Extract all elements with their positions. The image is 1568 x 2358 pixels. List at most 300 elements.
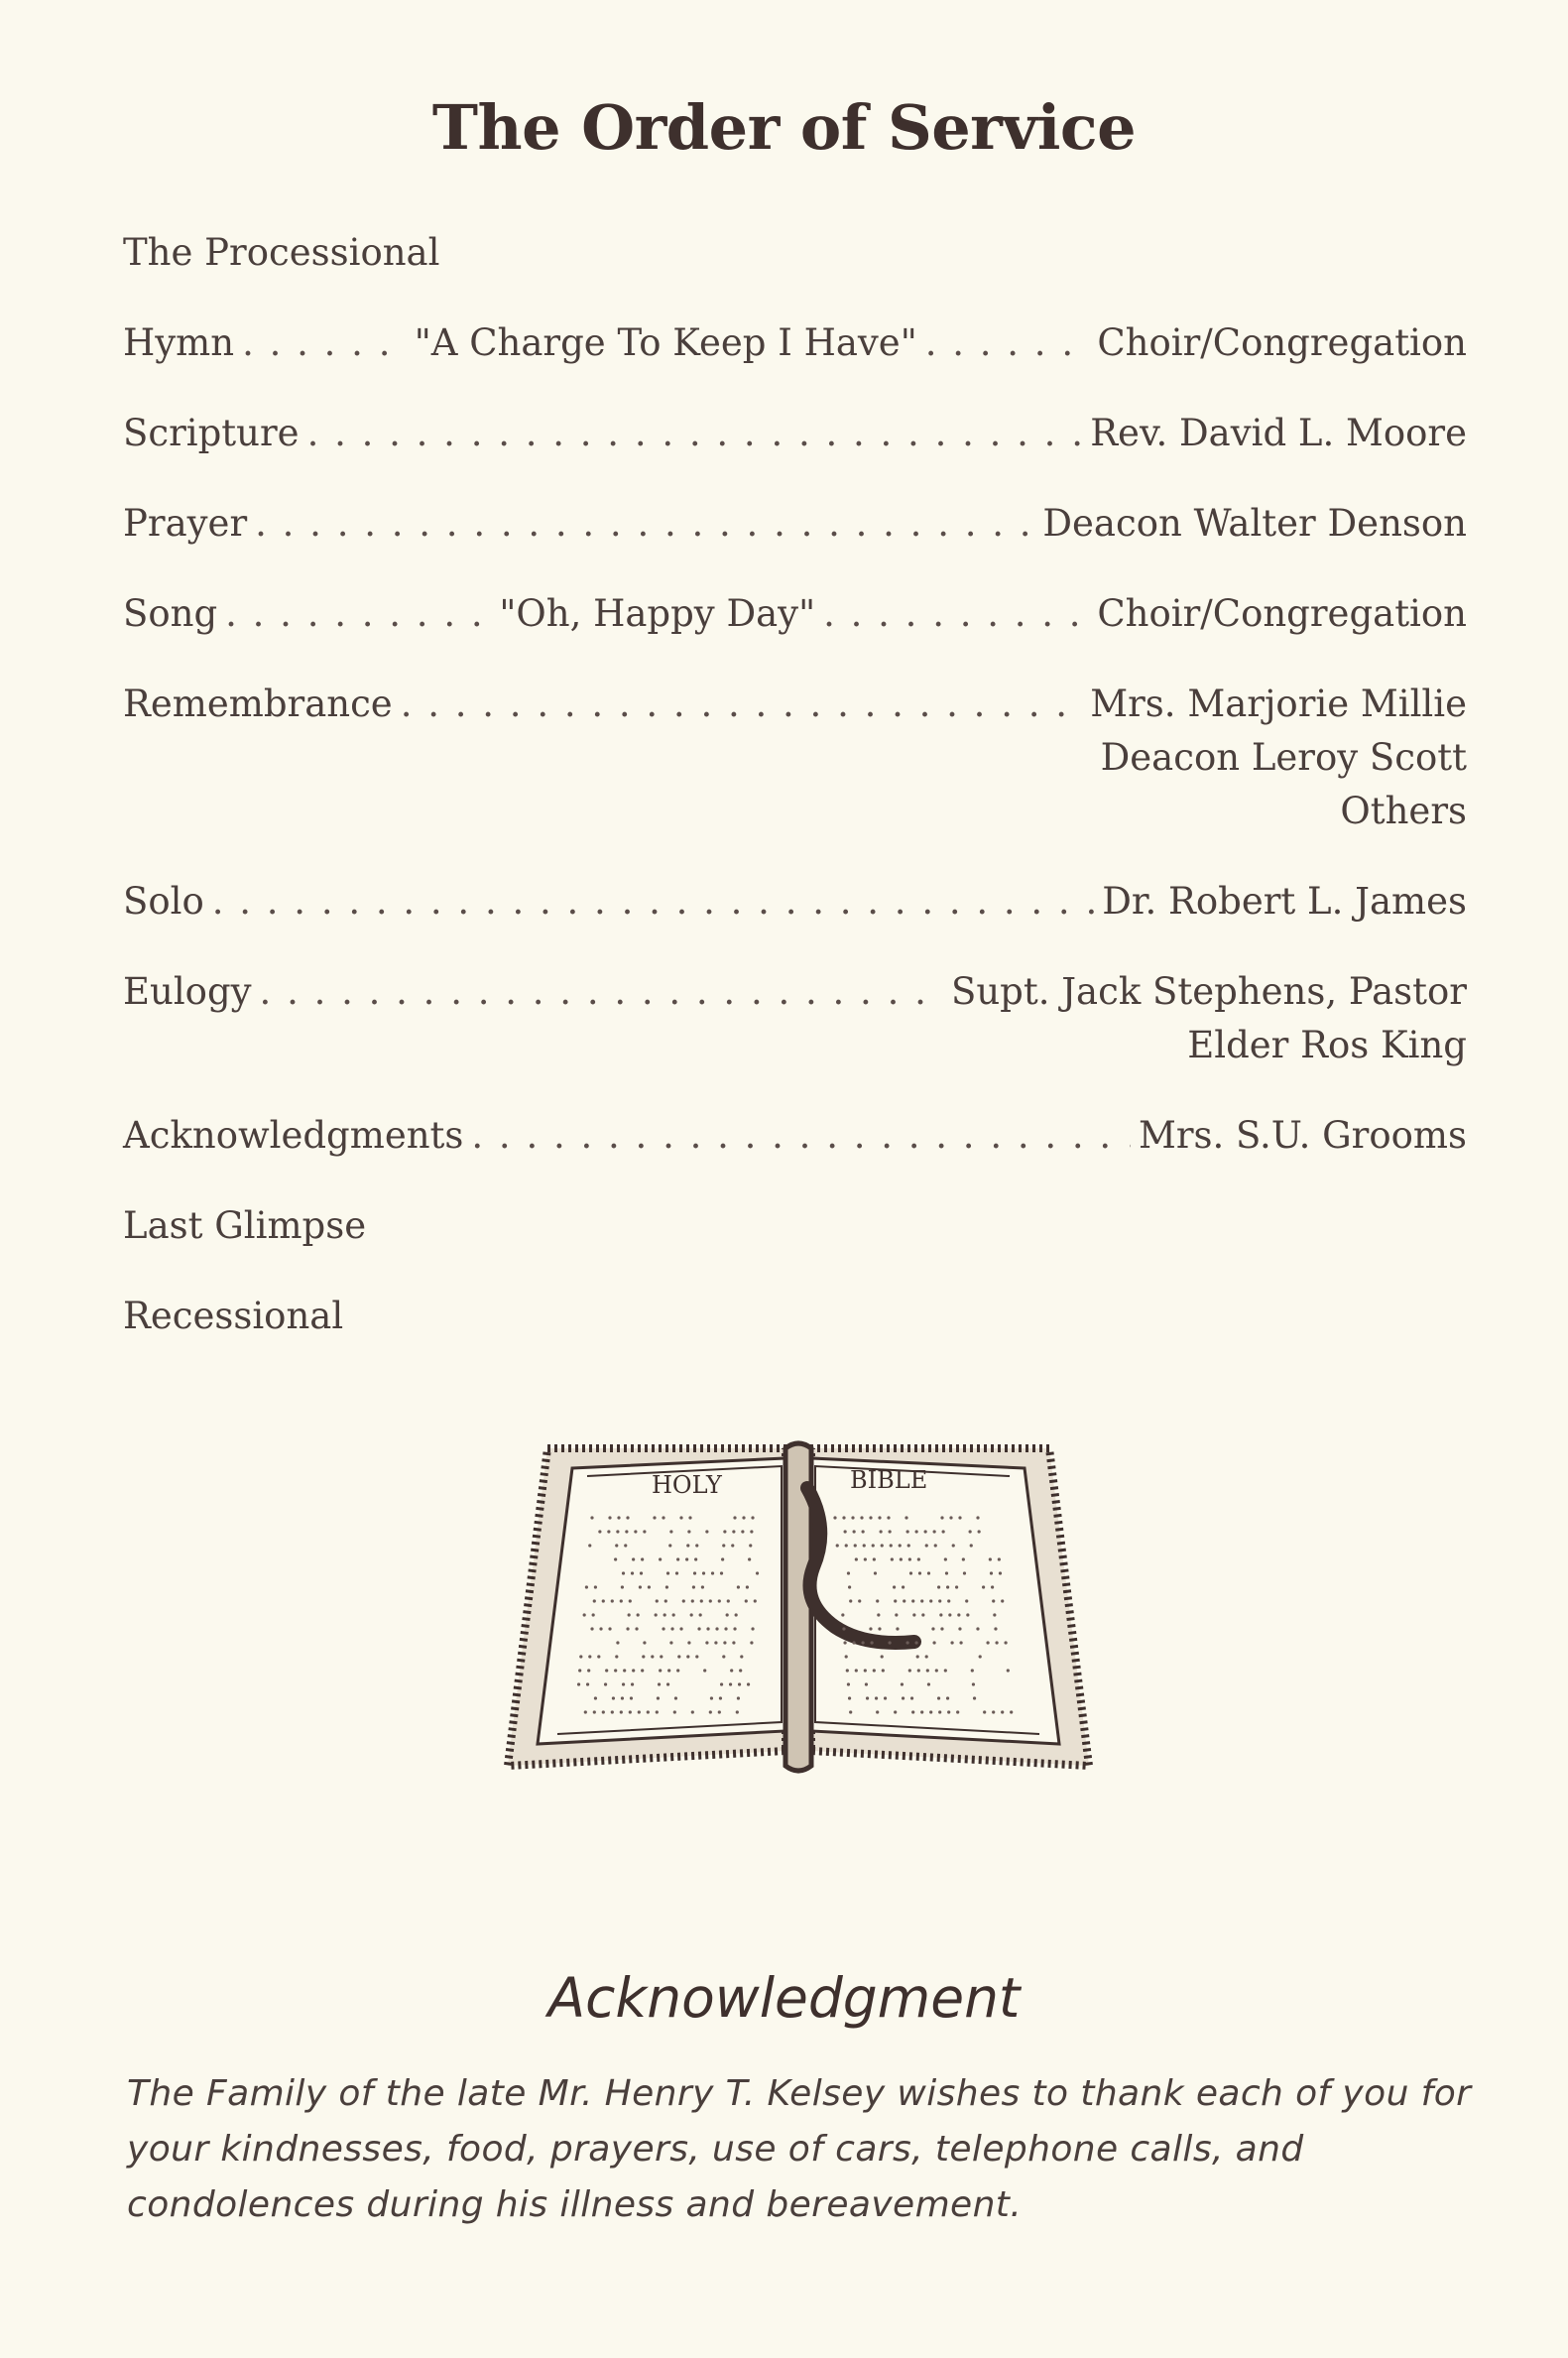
page-text-dot [682, 1599, 685, 1602]
page-text-dot [949, 1516, 952, 1519]
page-text-dot [841, 1613, 844, 1616]
page-text-dot [602, 1599, 605, 1602]
page-text-dot [756, 1571, 759, 1574]
page-text-dot [946, 1696, 949, 1699]
program-entry [123, 316, 1467, 370]
page-text-dot [617, 1516, 620, 1519]
page-text-dot [853, 1530, 856, 1533]
page-text-dot [855, 1557, 858, 1560]
page-text-dot [741, 1530, 744, 1533]
program-item-label: Last Glimpse [123, 1204, 367, 1247]
page-text-dot [685, 1557, 688, 1560]
page-text-dot [620, 1710, 623, 1713]
page-text-dot [733, 1516, 736, 1519]
page-text-dot [902, 1585, 905, 1588]
page-text-dot [890, 1544, 893, 1547]
page-text-dot [870, 1641, 873, 1644]
page-text-dot [894, 1710, 897, 1713]
page-text-dot [697, 1627, 700, 1630]
program-item-performer-extra: Deacon Leroy Scott [1100, 736, 1467, 779]
page-text-dot [662, 1627, 664, 1630]
page-text-dot [718, 1710, 721, 1713]
page-text-dot [895, 1613, 898, 1616]
program-item-performer: Dr. Robert L. James [1102, 880, 1467, 923]
page-text-dot [700, 1599, 703, 1602]
page-text-dot [703, 1669, 706, 1672]
page-text-dot [972, 1682, 975, 1685]
page-text-dot [992, 1599, 995, 1602]
program-row [123, 678, 1467, 731]
page-text-dot [626, 1627, 629, 1630]
page-text-dot [887, 1516, 890, 1519]
page-text-dot [629, 1710, 632, 1713]
page-text-dot [611, 1710, 614, 1713]
program-row [123, 407, 1467, 460]
page-text-dot [634, 1530, 637, 1533]
program-row [123, 875, 1467, 929]
page-text-dot [721, 1557, 724, 1560]
page-text-dot [630, 1696, 633, 1699]
program-item-label: Song [123, 592, 218, 635]
page-text-dot [691, 1710, 694, 1713]
page-text-dot [611, 1599, 614, 1602]
page-text-dot [677, 1655, 680, 1658]
page-text-dot [976, 1516, 979, 1519]
page-text-dot [927, 1682, 930, 1685]
page-text-dot [751, 1516, 754, 1519]
page-text-dot [592, 1613, 595, 1616]
page-text-dot [599, 1627, 602, 1630]
page-text-dot [843, 1641, 846, 1644]
page-text-dot [914, 1641, 917, 1644]
page-text-dot [852, 1641, 855, 1644]
page-text-dot [845, 1655, 848, 1658]
bible-label-right: BIBLE [850, 1466, 928, 1494]
page-text-dot [632, 1669, 635, 1672]
dot-leader [255, 497, 1034, 551]
page-text-dot [917, 1669, 920, 1672]
acknowledgment-heading: Acknowledgment [547, 1966, 1021, 2030]
page-text-dot [628, 1613, 631, 1616]
bible-illustration [488, 1428, 1109, 1788]
page-text-dot [748, 1557, 751, 1560]
page-text-dot [893, 1585, 896, 1588]
page-text-dot [695, 1544, 698, 1547]
page-text-dot [666, 1682, 669, 1685]
page-text-dot [842, 1627, 845, 1630]
page-text-dot [925, 1544, 928, 1547]
page-text-dot [929, 1710, 932, 1713]
page-text-dot [625, 1530, 628, 1533]
page-text-dot [668, 1544, 671, 1547]
page-text-dot [908, 1557, 911, 1560]
page-text-dot [848, 1585, 851, 1588]
page-text-dot [666, 1571, 669, 1574]
page-text-dot [1001, 1599, 1004, 1602]
page-text-dot [672, 1613, 675, 1616]
page-text-dot [938, 1599, 941, 1602]
page-text-dot [992, 1710, 995, 1713]
dot-leader [823, 587, 1089, 641]
page-text-dot [635, 1627, 638, 1630]
page-text-dot [602, 1710, 605, 1713]
page-text-dot [861, 1641, 864, 1644]
page-text-dot [641, 1669, 644, 1672]
program-row [123, 1290, 1467, 1343]
page-text-dot [901, 1682, 904, 1685]
page-text-dot [641, 1557, 644, 1560]
page-text-dot [896, 1627, 899, 1630]
page-text-dot [659, 1669, 662, 1672]
page-text-dot [1010, 1710, 1013, 1713]
page-text-dot [955, 1585, 958, 1588]
page-text-dot [860, 1516, 863, 1519]
page-text-dot [690, 1613, 693, 1616]
dot-leader [260, 965, 943, 1019]
page-text-dot [865, 1682, 868, 1685]
page-text-dot [695, 1655, 698, 1658]
page-text-dot [612, 1696, 615, 1699]
page-text-dot [876, 1710, 879, 1713]
page-text-dot [739, 1669, 742, 1672]
program-item-performer: Deacon Walter Denson [1042, 502, 1467, 545]
page-text-dot [864, 1557, 867, 1560]
page-text-dot [679, 1627, 682, 1630]
page-text-dot [687, 1641, 690, 1644]
page-text-dot [722, 1655, 725, 1658]
page-text-dot [905, 1516, 907, 1519]
program-entry [123, 1109, 1467, 1163]
program-row [123, 497, 1467, 551]
dot-leader [212, 875, 1094, 929]
page-text-dot [669, 1641, 672, 1644]
page-text-dot [939, 1613, 942, 1616]
program-row [123, 316, 1467, 370]
program-item-label: Solo [123, 880, 204, 923]
page-text-dot [710, 1696, 713, 1699]
page-text-dot [586, 1682, 589, 1685]
page-text-dot [614, 1557, 617, 1560]
page-text-dot [924, 1530, 927, 1533]
order-of-service-list [123, 226, 1467, 1343]
page-text-dot [917, 1557, 920, 1560]
page-text-dot [836, 1544, 839, 1547]
page-text-dot [973, 1696, 976, 1699]
page-text-dot [626, 1516, 629, 1519]
page-text-dot [929, 1599, 932, 1602]
page-text-dot [723, 1530, 726, 1533]
page-text-dot [631, 1571, 634, 1574]
page-text-dot [937, 1585, 940, 1588]
page-text-dot [846, 1669, 849, 1672]
page-text-dot [714, 1641, 717, 1644]
program-item-label: Remembrance [123, 683, 393, 725]
page-text-dot [958, 1516, 961, 1519]
page-text-dot [638, 1710, 641, 1713]
page-text-dot [669, 1530, 672, 1533]
page-text-dot [976, 1627, 979, 1630]
dot-leader [925, 316, 1090, 370]
page-text-dot [908, 1669, 911, 1672]
page-text-dot [623, 1669, 626, 1672]
page-text-dot [720, 1682, 723, 1685]
program-item-performer: Rev. David L. Moore [1090, 412, 1467, 454]
page-text-dot [956, 1710, 959, 1713]
page-text-dot [621, 1696, 624, 1699]
page-text-dot [873, 1557, 876, 1560]
page-text-dot [637, 1613, 640, 1616]
page-text-dot [751, 1627, 754, 1630]
page-text-dot [658, 1682, 661, 1685]
program-item-performer-extra: Elder Ros King [1187, 1024, 1467, 1066]
page-text-dot [991, 1585, 994, 1588]
page-text-dot [659, 1557, 662, 1560]
program-item-performer: Mrs. Marjorie Millie [1090, 683, 1467, 725]
program-entry [123, 678, 1467, 838]
page-text-dot [911, 1710, 914, 1713]
page-text-dot [675, 1571, 678, 1574]
page-text-dot [989, 1557, 992, 1560]
page-text-dot [736, 1710, 739, 1713]
page-text-dot [915, 1530, 918, 1533]
page-text-dot [588, 1655, 591, 1658]
page-text-dot [663, 1613, 666, 1616]
page-text-dot [598, 1530, 601, 1533]
page-text-dot [866, 1696, 869, 1699]
page-text-dot [604, 1682, 607, 1685]
page-text-dot [920, 1599, 923, 1602]
program-item-label: Scripture [123, 412, 300, 454]
page-text-dot [1007, 1669, 1010, 1672]
page-text-dot [862, 1530, 865, 1533]
program-entry [123, 875, 1467, 929]
page-text-dot [699, 1613, 702, 1616]
dot-leader [471, 1109, 1131, 1163]
page-text-dot [876, 1599, 879, 1602]
page-text-dot [705, 1641, 708, 1644]
page-text-dot [1001, 1710, 1004, 1713]
program-row [123, 1109, 1467, 1163]
page-text-dot [906, 1530, 909, 1533]
page-text-dot [881, 1655, 884, 1658]
program-entry [123, 1290, 1467, 1343]
page-text-dot [950, 1641, 953, 1644]
page-text-dot [754, 1599, 757, 1602]
page-text-dot [844, 1530, 847, 1533]
page-text-dot [858, 1599, 861, 1602]
program-entry [123, 497, 1467, 551]
page-text-dot [979, 1655, 982, 1658]
page-text-dot [701, 1585, 704, 1588]
page-text-dot [957, 1613, 960, 1616]
page-text-dot [726, 1613, 729, 1616]
page-text-dot [963, 1571, 966, 1574]
page-text-dot [746, 1585, 749, 1588]
page-text-dot [711, 1571, 714, 1574]
page-text-dot [958, 1627, 961, 1630]
program-row [123, 1199, 1467, 1253]
page-text-dot [927, 1571, 930, 1574]
page-text-dot [962, 1557, 965, 1560]
program-entry [123, 965, 1467, 1072]
page-text-dot [933, 1530, 936, 1533]
page-text-dot [692, 1585, 695, 1588]
page-text-dot [720, 1571, 723, 1574]
page-text-dot [702, 1571, 705, 1574]
page-text-dot [719, 1696, 722, 1699]
page-text-dot [945, 1571, 948, 1574]
page-text-dot [694, 1557, 697, 1560]
page-text-dot [884, 1696, 887, 1699]
page-title: The Order of Service [431, 91, 1137, 164]
page-text-dot [584, 1710, 587, 1713]
program-row [123, 226, 1467, 280]
page-text-dot [880, 1530, 883, 1533]
page-text-dot [889, 1530, 892, 1533]
page-text-dot [942, 1530, 945, 1533]
page-text-dot [899, 1544, 902, 1547]
program-item-performer: Supt. Jack Stephens, Pastor [950, 970, 1467, 1013]
page-text-dot [747, 1682, 750, 1685]
page-text-dot [647, 1710, 650, 1713]
page-text-dot [971, 1669, 974, 1672]
page-text-dot [608, 1627, 611, 1630]
page-text-dot [727, 1599, 730, 1602]
program-item-label: Eulogy [123, 970, 252, 1013]
page-text-dot [651, 1655, 654, 1658]
dot-leader [307, 407, 1083, 460]
program-item-performer: Mrs. S.U. Grooms [1138, 1114, 1467, 1157]
page-text-dot [855, 1669, 858, 1672]
page-text-dot [905, 1641, 908, 1644]
page-text-dot [737, 1696, 740, 1699]
page-text-dot [959, 1641, 962, 1644]
page-text-dot [878, 1516, 881, 1519]
page-text-dot [742, 1516, 745, 1519]
page-text-dot [872, 1544, 875, 1547]
page-text-dot [705, 1530, 708, 1533]
program-item-performer: Choir/Congregation [1097, 321, 1467, 364]
page-text-dot [874, 1571, 877, 1574]
page-text-dot [615, 1544, 618, 1547]
page-text-dot [849, 1599, 852, 1602]
page-text-dot [605, 1669, 608, 1672]
program-item-label: The Processional [123, 231, 440, 274]
page-text-dot [667, 1669, 670, 1672]
page-text-dot [877, 1613, 880, 1616]
page-text-dot [999, 1571, 1002, 1574]
page-text-dot [664, 1599, 667, 1602]
page-text-dot [916, 1655, 919, 1658]
page-text-dot [842, 1516, 845, 1519]
page-text-dot [632, 1557, 635, 1560]
page-text-dot [616, 1530, 619, 1533]
program-row [123, 965, 1467, 1019]
page-text-dot [622, 1682, 625, 1685]
page-text-dot [750, 1641, 753, 1644]
page-text-dot [978, 1530, 981, 1533]
page-text-dot [709, 1599, 712, 1602]
page-text-dot [944, 1669, 947, 1672]
page-text-dot [932, 1641, 935, 1644]
program-entry [123, 226, 1467, 280]
page-text-dot [946, 1585, 949, 1588]
page-text-dot [969, 1530, 972, 1533]
page-text-dot [614, 1669, 617, 1672]
program-item-label: Prayer [123, 502, 248, 545]
page-text-dot [873, 1669, 876, 1672]
page-text-dot [621, 1585, 624, 1588]
page-text-dot [993, 1613, 996, 1616]
program-entry [123, 407, 1467, 460]
page-text-dot [903, 1599, 905, 1602]
page-text-dot [931, 1627, 934, 1630]
page-text-dot [629, 1599, 632, 1602]
page-text-dot [597, 1655, 600, 1658]
acknowledgment-text: The Family of the late Mr. Henry T. Kelsey wishes to thank each of you for your kindnesses, food, prayers, use of cars, telephone calls, and condolences during his illness and bereavement. [127, 2073, 1472, 2225]
page-text-dot [706, 1627, 709, 1630]
page-text-dot [982, 1585, 985, 1588]
program-item-label: Acknowledgments [123, 1114, 464, 1157]
page-text-dot [940, 1516, 943, 1519]
page-text-dot [643, 1641, 646, 1644]
page-text-dot [966, 1613, 969, 1616]
page-text-dot [594, 1696, 597, 1699]
page-text-dot [912, 1613, 915, 1616]
page-text-dot [965, 1599, 968, 1602]
page-text-dot [578, 1669, 581, 1672]
page-text-dot [583, 1613, 586, 1616]
dot-leader [242, 316, 407, 370]
page-text-dot [986, 1641, 989, 1644]
page-text-dot [911, 1599, 914, 1602]
page-text-dot [616, 1641, 619, 1644]
page-text-dot [608, 1516, 611, 1519]
page-text-dot [888, 1641, 891, 1644]
page-text-dot [655, 1613, 658, 1616]
program-item-title: "A Charge To Keep I Have" [414, 321, 917, 364]
page-text-dot [925, 1655, 928, 1658]
page-text-dot [902, 1696, 905, 1699]
page-text-dot [731, 1544, 734, 1547]
page-text-dot [657, 1696, 660, 1699]
page-text-dot [983, 1710, 986, 1713]
page-text-dot [733, 1627, 736, 1630]
page-text-dot [938, 1710, 941, 1713]
page-text-dot [940, 1627, 943, 1630]
page-text-dot [579, 1655, 582, 1658]
page-text-dot [730, 1669, 733, 1672]
page-text-dot [937, 1696, 940, 1699]
page-text-dot [688, 1516, 691, 1519]
page-text-dot [891, 1557, 894, 1560]
page-text-dot [732, 1530, 735, 1533]
page-text-dot [653, 1516, 656, 1519]
page-text-dot [869, 1516, 872, 1519]
page-text-dot [624, 1544, 627, 1547]
program-entry [123, 1199, 1467, 1253]
page-text-dot [921, 1613, 924, 1616]
page-text-dot [881, 1544, 884, 1547]
program-item-title: "Oh, Happy Day" [499, 592, 816, 635]
page-text-dot [660, 1655, 663, 1658]
page-text-dot [722, 1544, 725, 1547]
page-text-dot [687, 1530, 690, 1533]
page-text-dot [848, 1696, 851, 1699]
program-item-label: Hymn [123, 321, 235, 364]
program-item-performer: Choir/Congregation [1097, 592, 1467, 635]
page-text-dot [615, 1655, 618, 1658]
